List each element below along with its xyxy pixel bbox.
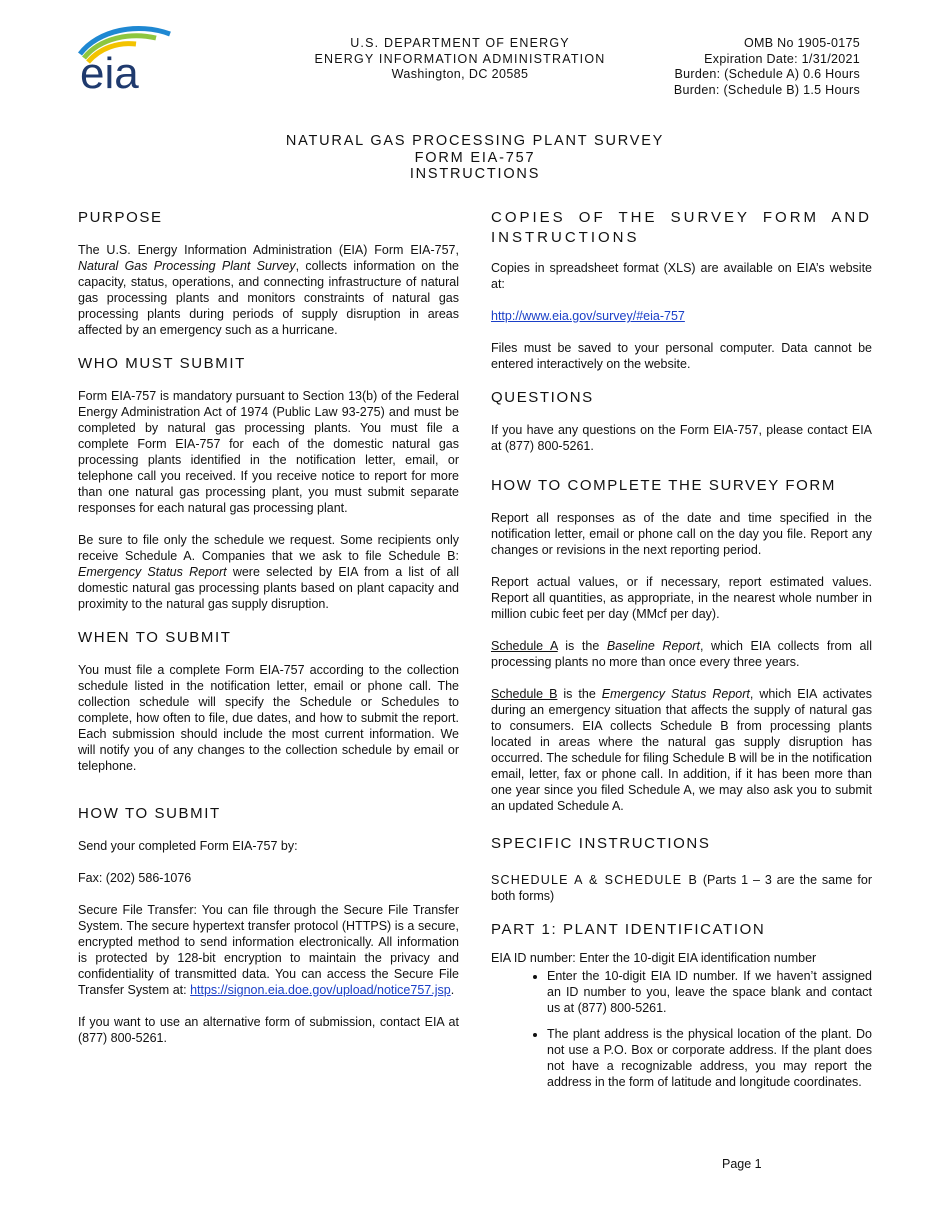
schedule-a-mid: is the — [557, 639, 607, 653]
copies-heading: COPIES OF THE SURVEY FORM AND INSTRUCTIONS — [491, 209, 872, 246]
schedule-a-report: Baseline Report — [606, 639, 700, 653]
how-text-1: Send your completed Form EIA-757 by: — [78, 839, 298, 853]
eia-logo — [78, 24, 174, 94]
purpose-survey-name: Natural Gas Processing Plant Survey — [78, 259, 296, 273]
copies-text-2: Files must be saved to your personal computer. Data cannot be entered interactively on the website. — [491, 341, 872, 371]
title-instructions: INSTRUCTIONS — [409, 166, 541, 182]
part1-heading: PART 1: PLANT IDENTIFICATION — [491, 921, 766, 938]
bullet-eia-id: • Enter the 10-digit EIA ID number. If we haven’t assigned an ID number to you, leave the space blank and contact us at (877) 800-5261. — [547, 968, 872, 1016]
title-form: FORM EIA-757 — [414, 149, 536, 166]
purpose-text — [78, 242, 459, 338]
specific-heading: SPECIFIC INSTRUCTIONS — [491, 835, 711, 852]
how-text-2a: Secure File Transfer: You can file through the Secure File Transfer System. The secure hypertext transfer protocol (HTTPS) is a secure, encrypted method to send information electronically. All information is protected by 128-bit encryption to maintain the privacy and confidentiality of transmitted data. You can access the Secure File Transfer System at: — [78, 903, 459, 997]
how-heading: HOW TO SUBMIT — [78, 805, 221, 822]
schedule-a-rest: , which EIA collects from all processing plants no more than once every three years. — [491, 639, 872, 669]
complete-text-2: Report actual values, or if necessary, report estimated values. Report all quantities, as appropriate, in the nearest whole number in million cubic feet per day (MMcf per day). — [491, 575, 872, 621]
specific-text — [491, 872, 872, 904]
purpose-heading: PURPOSE — [78, 209, 163, 226]
bullet-plant-address: • The plant address is the physical location of the plant. Do not use a P.O. Box or corporate address. If the plant does not have a recognizable address, you may report the address in the form of latitude and longitude coordinates. — [547, 1026, 872, 1090]
who-text-2b: were selected by EIA from a list of all domestic natural gas processing plants based on plant capacity and proximity to the natural gas supply disruption. — [78, 565, 459, 611]
secure-transfer-link[interactable]: https://signon.eia.doe.gov/upload/notice757.jsp — [190, 983, 451, 997]
schedule-b-mid: is the — [557, 687, 602, 701]
who-heading: WHO MUST SUBMIT — [78, 355, 246, 372]
logo-text: eia — [80, 49, 139, 94]
part1-bullets — [491, 968, 872, 1090]
questions-text: If you have any questions on the Form EIA-757, please contact EIA at (877) 800-5261. — [491, 423, 872, 453]
purpose-text-b: , collects information on the capacity, status, operations, and connecting infrastructure of natural gas processing plants and monitors constraints of natural gas processing plants during periods of supply disruption in areas affected by an emergency such as a hurricane. — [78, 259, 459, 337]
complete-text-1: Report all responses as of the date and time specified in the notification letter, email or phone call on the day you file. Report any changes or revisions in the next reporting period. — [491, 511, 872, 557]
who-text-2 — [78, 532, 459, 612]
document-title — [200, 133, 750, 183]
how-text-2 — [78, 902, 459, 998]
survey-website-link[interactable]: http://www.eia.gov/survey/#eia-757 — [491, 309, 685, 323]
title-survey: NATURAL GAS PROCESSING PLANT SURVEY — [285, 133, 665, 149]
who-text-2a: Be sure to file only the schedule we request. Some recipients only receive Schedule A. Companies that we ask to file Schedule B: — [78, 533, 459, 563]
how-text-2-end: . — [450, 983, 455, 997]
who-emergency-report: Emergency Status Report — [78, 565, 227, 579]
burden-schedule-a: Burden: (Schedule A) 0.6 Hours — [674, 67, 860, 81]
copies-link-paragraph — [491, 308, 872, 324]
who-text-1: Form EIA-757 is mandatory pursuant to Section 13(b) of the Federal Energy Administration Act of 1974 (Public Law 93-275) and must be completed by natural gas processing plants. You must file a complete Form EIA-757 for each of the domestic natural gas processing plants identified in the notification letter, email, or telephone call you received. If you receive notice to report for more than one natural gas processing plant, you must submit separate responses for each natural gas processing plant. — [78, 389, 459, 515]
agency-location: Washington, DC 20585 — [391, 67, 529, 81]
omb-number: OMB No 1905-0175 — [744, 36, 860, 50]
schedule-b-label: Schedule B — [491, 687, 558, 701]
right-column — [491, 208, 872, 1100]
expiration-date: Expiration Date: 1/31/2021 — [704, 51, 860, 66]
copies-text-1: Copies in spreadsheet format (XLS) are available on EIA’s website at: — [491, 261, 872, 291]
when-text: You must file a complete Form EIA-757 according to the collection schedule listed in the notification letter, email or phone call. The collection schedule will specify the Schedule or Schedules to complete, how often to file, due dates, and how to submit the report. Each submission should include the most current information. We will notify you of any changes to the collection schedule by email or telephone. — [78, 663, 459, 773]
how-text-3: If you want to use an alternative form of submission, contact EIA at (877) 800-5261. — [78, 1015, 459, 1045]
page-number: Page 1 — [722, 1157, 762, 1171]
specific-schedules: SCHEDULE A & SCHEDULE B — [491, 873, 698, 887]
left-column — [78, 208, 459, 1062]
how-fax: Fax: (202) 586-1076 — [78, 871, 192, 885]
schedule-b-report: Emergency Status Report — [601, 687, 750, 701]
schedule-a-label: Schedule A — [491, 639, 558, 653]
eia-id-line: EIA ID number: Enter the 10-digit EIA identification number — [491, 951, 817, 965]
agency-department: U.S. DEPARTMENT OF ENERGY — [350, 36, 570, 50]
schedule-b-rest: , which EIA activates during an emergency situation that affects the supply of natural gas to consumers. EIA collects Schedule B from processing plants located in areas where the natural gas supply disruption has occurred. The schedule for filing Schedule B will be in the notification email, letter, fax or phone call. In addition, if it has been more than one year since you filed Schedule A, we may also ask you to submit an updated Schedule A. — [491, 687, 873, 813]
purpose-text-a: The U.S. Energy Information Administration (EIA) Form EIA-757, — [78, 243, 459, 257]
specific-parts-note: (Parts 1 – 3 are the same for both forms) — [491, 873, 872, 903]
when-heading: WHEN TO SUBMIT — [78, 629, 232, 646]
questions-heading: QUESTIONS — [491, 389, 594, 406]
omb-info — [674, 36, 860, 98]
complete-heading: HOW TO COMPLETE THE SURVEY FORM — [491, 477, 836, 494]
agency-name: ENERGY INFORMATION ADMINISTRATION — [314, 51, 606, 66]
schedule-a-text — [491, 638, 872, 670]
burden-schedule-b: Burden: (Schedule B) 1.5 Hours — [673, 82, 860, 97]
agency-header — [290, 36, 630, 83]
schedule-b-text — [491, 686, 872, 814]
